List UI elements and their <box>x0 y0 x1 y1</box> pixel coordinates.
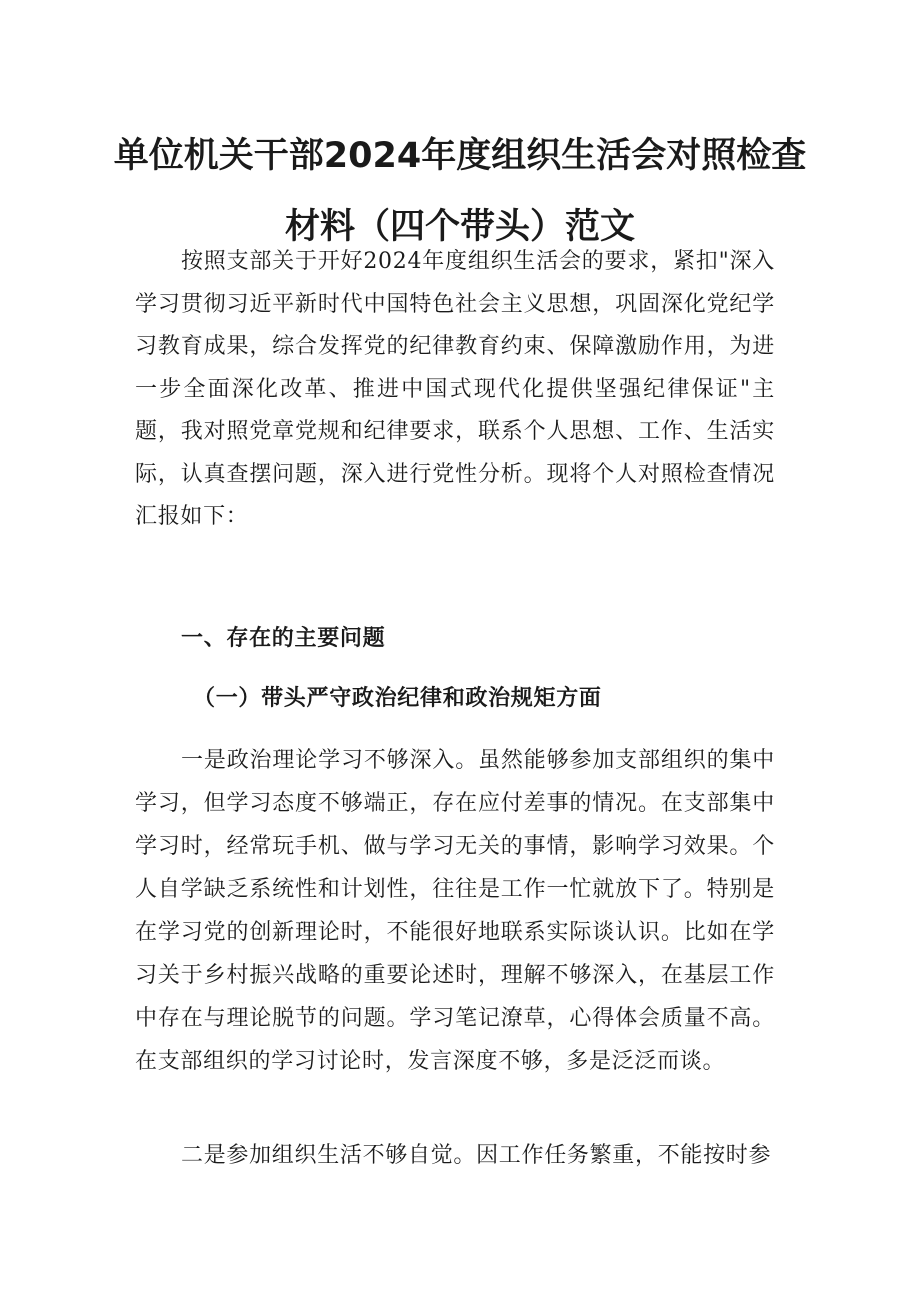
intro-paragraph: 按照支部关于开好2024年度组织生活会的要求，紧扣"深入学习贯彻习近平新时代中国特色社会主义思想，巩固深化党纪学习教育成果，综合发挥党的纪律教育约束、保障激励作用，为进一步全面深化改革、推进中国式现代化提供坚强纪律保证"主题，我对照党章党规和纪律要求，联系个人思想、工作、生活实际，认真查摆问题，深入进行党性分析。现将个人对照检查情况汇报如下： <box>135 249 775 529</box>
document-title-line-2: 材料（四个带头）范文 <box>284 207 635 247</box>
document-title-line-1: 单位机关干部2024年度组织生活会对照检查 <box>113 136 807 176</box>
body-paragraph-one: 一是政治理论学习不够深入。虽然能够参加支部组织的集中学习，但学习态度不够端正，存在应付差事的情况。在支部集中学习时，经常玩手机、做与学习无关的事情，影响学习效果。个人自学缺乏系统性和计划性，往往是工作一忙就放下了。特别是在学习党的创新理论时，不能很好地联系实际谈认识。比如在学习关于乡村振兴战略的重要论述时，理解不够深入，在基层工作中存在与理论脱节的问题。学习笔记潦草，心得体会质量不高。在支部组织的学习讨论时，发言深度不够，多是泛泛而谈。 <box>135 748 775 1074</box>
subsection-heading: （一）带头严守政治纪律和政治规矩方面 <box>193 686 602 711</box>
body-paragraph-two: 二是参加组织生活不够自觉。因工作任务繁重，不能按时参 <box>181 1143 772 1168</box>
section-heading: 一、存在的主要问题 <box>181 626 386 651</box>
